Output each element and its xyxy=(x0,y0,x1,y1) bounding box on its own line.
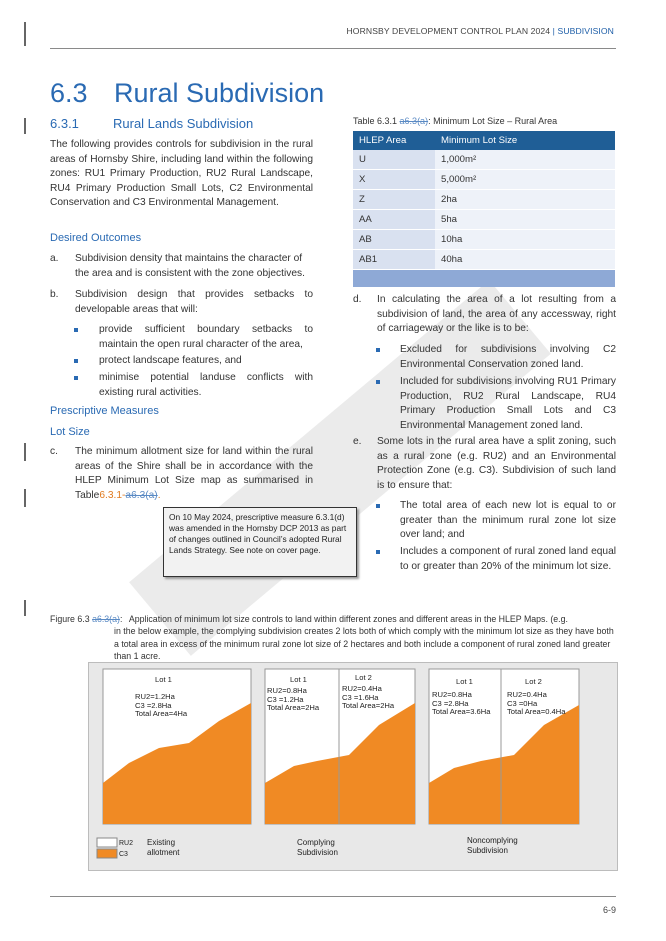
table-cell: 10ha xyxy=(435,230,615,250)
table-caption-rest: : Minimum Lot Size – Rural Area xyxy=(428,116,558,126)
table-cell: 2ha xyxy=(435,190,615,210)
footer-rule xyxy=(50,896,616,897)
lot-label: Lot 2 xyxy=(355,673,372,682)
table-row xyxy=(353,250,615,270)
bullet-icon xyxy=(74,359,78,363)
existing-label-line: allotment xyxy=(147,848,180,857)
figure-caption xyxy=(50,613,616,663)
header-doc-title: HORNSBY DEVELOPMENT CONTROL PLAN 2024 xyxy=(346,26,551,36)
measure-d-text: In calculating the area of a lot resulting from a subdivision of land, the area of any accessway, right of carriageway or the like is to be: xyxy=(377,294,616,335)
outcome-b xyxy=(50,288,313,317)
complying-label-line: Complying xyxy=(297,838,335,847)
noncomplying-label-line: Noncomplying xyxy=(467,836,518,845)
subsection-title xyxy=(50,116,253,131)
subsection-title-text: Rural Lands Subdivision xyxy=(113,116,254,131)
bullet-icon xyxy=(74,376,78,380)
lot-label: Lot 1 xyxy=(290,675,307,684)
outcome-a xyxy=(50,252,313,281)
change-bar xyxy=(24,489,26,507)
lot-total: Total Area=2Ha xyxy=(342,701,395,711)
table-row xyxy=(353,150,615,170)
bullet-icon xyxy=(74,328,78,332)
figure-label-colon: : xyxy=(119,614,123,624)
figure-label-deletion: a6.3(a) xyxy=(92,614,120,624)
table-header-row xyxy=(353,131,615,150)
lot-total: Total Area=0.4Ha xyxy=(507,707,566,717)
lot-data xyxy=(507,691,565,717)
lot-c3: C3 =1.2Ha xyxy=(267,694,304,704)
c3-swatch xyxy=(97,849,117,858)
table-cell: AB1 xyxy=(353,250,435,270)
table-header: Minimum Lot Size xyxy=(435,131,615,150)
table-cell: AA xyxy=(353,210,435,230)
bullet-icon xyxy=(376,550,380,554)
change-bar xyxy=(24,600,26,616)
bullet-text: provide sufficient boundary setbacks to maintain the open rural character of the area, xyxy=(99,324,313,350)
outcome-a-text: Subdivision density that maintains the character of the area and is consistent with the zone objectives. xyxy=(75,253,305,279)
lot-c3: C3 =1.6Ha xyxy=(342,692,379,702)
existing-label-line: Existing xyxy=(147,838,176,847)
lot-ru2: RU2=0.8Ha xyxy=(432,690,472,699)
lot-label: Lot 1 xyxy=(456,677,473,686)
lot-data xyxy=(135,693,187,719)
intro-paragraph: The following provides controls for subdivision in the rural areas of Hornsby Shire, including land within the following zones: RU1 Primary Production, RU2 Rural Landscape, RU4 Primary Production Small Lots, C2 Environmental Conservation and C3 Environmental Management. xyxy=(50,139,313,209)
table-caption-prefix: Table 6.3.1 xyxy=(353,116,400,126)
lot-data xyxy=(432,691,490,717)
legend-c3-label: C3 xyxy=(119,851,128,858)
complying-label-line: Subdivision xyxy=(297,848,338,857)
lot-total: Total Area=3.6Ha xyxy=(432,707,491,717)
page-number: 6-9 xyxy=(602,905,616,915)
lot-ru2: RU2=0.8Ha xyxy=(267,686,307,695)
lot-size-heading: Lot Size xyxy=(50,426,90,438)
outcome-b-bullet xyxy=(74,354,313,369)
lot-c3: C3 =0Ha xyxy=(507,698,538,708)
legend-ru2-label: RU2 xyxy=(119,840,134,847)
figure-caption-continued: in the below example, the complying subdivision creates 2 lots both of which comply with the minimum lot size as they have both a total area in excess of the minimum rural zone lot size of 2 hectares and both include a component of rural zoned land greater than 1 acre. xyxy=(114,626,614,662)
bullet-icon xyxy=(376,348,380,352)
noncomplying-label-line: Subdivision xyxy=(467,846,508,855)
lot-label: Lot 2 xyxy=(525,677,542,686)
desired-outcomes-heading: Desired Outcomes xyxy=(50,232,142,244)
prescriptive-heading: Prescriptive Measures xyxy=(50,405,159,417)
table-footer-band xyxy=(353,270,615,287)
measure-c-label: c. xyxy=(50,446,58,457)
existing-allotment-label xyxy=(147,838,179,858)
table-caption xyxy=(353,116,557,126)
change-bar xyxy=(24,118,26,134)
table-cell: 5ha xyxy=(435,210,615,230)
outcome-b-bullet xyxy=(74,371,313,400)
table-row xyxy=(353,190,615,210)
lot-size-figure xyxy=(88,662,618,871)
table-caption-deletion: a6.3(a) xyxy=(399,116,429,126)
measure-e-label: e. xyxy=(353,436,362,447)
table-cell: 1,000m² xyxy=(435,150,615,170)
measure-d-bullet xyxy=(376,343,616,372)
lot-ru2: RU2=0.4Ha xyxy=(507,690,547,699)
measure-c-insertion: 6.3.1- xyxy=(99,489,126,501)
measure-c-end: . xyxy=(157,489,161,501)
measure-c-text: The minimum allotment size for land within the rural areas of the Shire shall be in accordance with the HLEP Minimum Lot Size map as summarised in Table xyxy=(75,446,313,501)
header-rule xyxy=(50,48,616,49)
table-header: HLEP Area xyxy=(353,131,435,150)
measure-e-bullet xyxy=(376,499,616,543)
bullet-text: Included for subdivisions involving RU1 Primary Production, RU2 Rural Landscape, RU4 Primary Production Small Lots and C3 Environmental Management zoned land. xyxy=(400,376,616,431)
outcome-b-text: Subdivision design that provides setbacks to developable areas that will: xyxy=(75,289,313,315)
table-cell: AB xyxy=(353,230,435,250)
table-cell: U xyxy=(353,150,435,170)
figure-label: Figure 6.3 xyxy=(50,614,93,624)
bullet-text: The total area of each new lot is equal to or greater than the minimum rural zone lot size over land; and xyxy=(400,500,616,541)
bullet-text: minimise potential landuse conflicts with existing rural activities. xyxy=(99,372,313,398)
lot-total: Total Area=4Ha xyxy=(135,709,188,719)
amendment-note: On 10 May 2024, prescriptive measure 6.3.1(d) was amended in the Hornsby DCP 2013 as part of changes outlined in Council’s adopted Rural Lands Strategy. See note on cover page. xyxy=(163,507,357,577)
lot-label: Lot 1 xyxy=(155,675,172,684)
section-title xyxy=(50,78,324,109)
noncomplying-label xyxy=(467,836,518,856)
outcome-b-label: b. xyxy=(50,289,59,300)
outcome-b-bullet xyxy=(74,323,313,352)
bullet-icon xyxy=(376,380,380,384)
bullet-icon xyxy=(376,504,380,508)
header-separator: | xyxy=(552,26,555,36)
bullet-text: Excluded for subdivisions involving C2 Environmental Conservation zoned land. xyxy=(400,344,616,370)
min-lot-size-table xyxy=(353,131,615,287)
running-header xyxy=(347,26,615,36)
measure-d-bullet xyxy=(376,375,616,433)
section-number: 6.3 xyxy=(50,78,88,108)
bullet-text: protect landscape features, and xyxy=(99,355,242,366)
measure-e xyxy=(353,435,616,493)
measure-e-text: Some lots in the rural area have a split zoning, such as a rural zone (e.g. RU2) and an Environmental Protection Zone (e.g. C3). Subdivision of such land is to ensure that: xyxy=(377,436,616,491)
table-row xyxy=(353,230,615,250)
lot-data xyxy=(342,685,394,711)
lot-ru2: RU2=1.2Ha xyxy=(135,692,175,701)
lot-total: Total Area=2Ha xyxy=(267,703,320,713)
table-row xyxy=(353,170,615,190)
change-bar xyxy=(24,443,26,461)
complying-label xyxy=(297,838,338,858)
measure-d xyxy=(353,293,616,337)
lot-c3: C3 =2.8Ha xyxy=(135,700,172,710)
outcome-a-label: a. xyxy=(50,253,59,264)
table-cell: Z xyxy=(353,190,435,210)
figure-caption-first-line: Application of minimum lot size controls to land within different zones and different areas in the HLEP Maps. (e.g. xyxy=(128,614,568,624)
table-cell: 40ha xyxy=(435,250,615,270)
lot-ru2: RU2=0.4Ha xyxy=(342,684,382,693)
lot-data xyxy=(267,687,319,713)
measure-c xyxy=(50,445,313,503)
bullet-text: Includes a component of rural zoned land equal to or greater than 20% of the minimum lot size. xyxy=(400,546,616,572)
measure-c-deletion: a6.3(a) xyxy=(125,489,158,501)
measure-d-label: d. xyxy=(353,294,362,305)
lot-c3: C3 =2.8Ha xyxy=(432,698,469,708)
change-bar xyxy=(24,22,26,46)
table-cell: X xyxy=(353,170,435,190)
ru2-swatch xyxy=(97,838,117,847)
table-cell: 5,000m² xyxy=(435,170,615,190)
subsection-number: 6.3.1 xyxy=(50,116,79,131)
header-section: SUBDIVISION xyxy=(557,26,614,36)
measure-e-bullet xyxy=(376,545,616,574)
legend-labels xyxy=(119,838,133,860)
section-title-text: Rural Subdivision xyxy=(114,78,325,108)
table-row xyxy=(353,210,615,230)
